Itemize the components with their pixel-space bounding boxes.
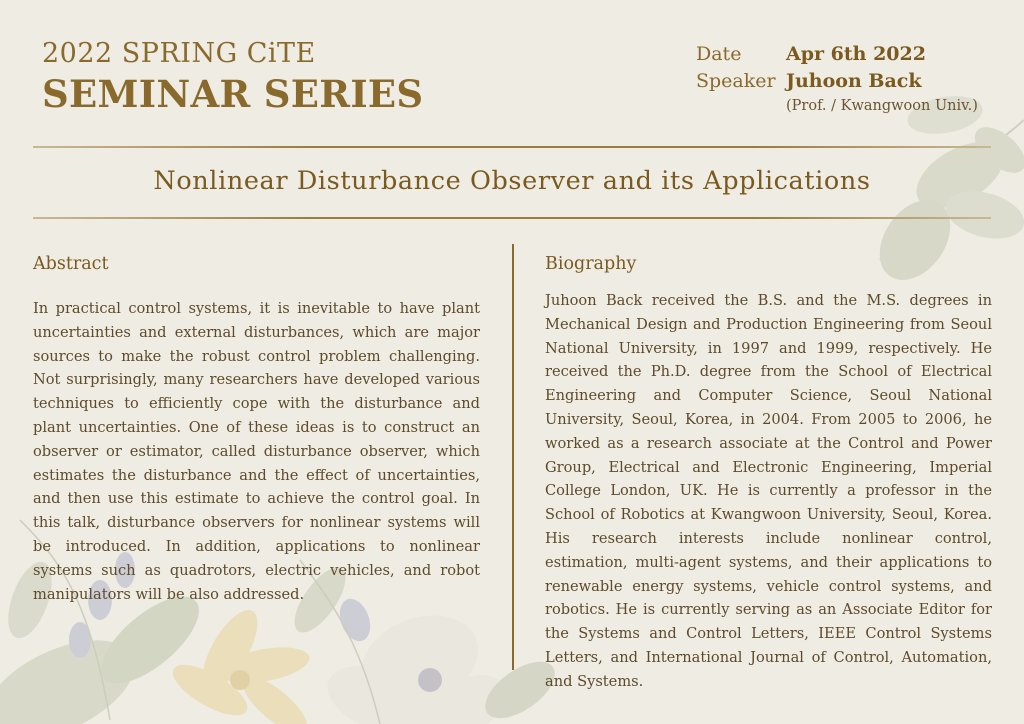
series-title: SEMINAR SERIES [42,72,424,116]
series-year: 2022 SPRING CiTE [42,38,316,69]
abstract-body: In practical control systems, it is inevitable to have plant uncertainties and external disturbances, which are major sources to make the robust control problem challenging. Not surprisingly, many researchers have developed various techniques to efficiently cope with the disturbance and plant uncertainties. One of these ideas is to construct an observer or estimator, called disturbance observer, which estimates the disturbance and the effect of uncertainties, and then use this estimate to achieve the control goal. In this talk, disturbance observers for nonlinear systems will be introduced. In addition, applications to nonlinear systems such as quadrotors, electric vehicles, and robot manipulators will be also addressed. [33,300,480,603]
abstract-heading: Abstract [33,254,109,274]
speaker-affiliation: (Prof. / Kwangwoon Univ.) [786,98,978,114]
biography-body: Juhoon Back received the B.S. and the M.S. degrees in Mechanical Design and Production Engineering from Seoul National University, in 1997 and 1999, respectively. He received the Ph.D. degree from the School of Electrical Engineering and Computer Science, Seoul National University, Seoul, Korea, in 2004. From 2005 to 2006, he worked as a research associate at the Control and Power Group, Electrical and Electronic Engineering, Imperial College London, UK. He is currently a professor in the School of Robotics at Kwangwoon University, Seoul, Korea. His research interests include nonlinear control, estimation, multi-agent systems, and their applications to renewable energy systems, vehicle control systems, and robotics. He is currently serving as an Associate Editor for the Systems and Control Letters, IEEE Control Systems Letters, and International Journal of Control, Automation, and Systems. [545,292,992,690]
date-row [696,41,978,68]
talk-title: Nonlinear Disturbance Observer and its Applications [153,166,871,196]
column-divider [512,244,514,670]
seminar-meta [696,41,978,117]
date-label: Date [696,43,742,65]
speaker-row [696,68,978,95]
title-divider-top [33,146,991,148]
biography-heading: Biography [545,254,637,274]
title-divider-bottom [33,217,991,219]
speaker-name: Juhoon Back [786,70,922,92]
date-value: Apr 6th 2022 [786,43,926,65]
speaker-label: Speaker [696,70,776,92]
